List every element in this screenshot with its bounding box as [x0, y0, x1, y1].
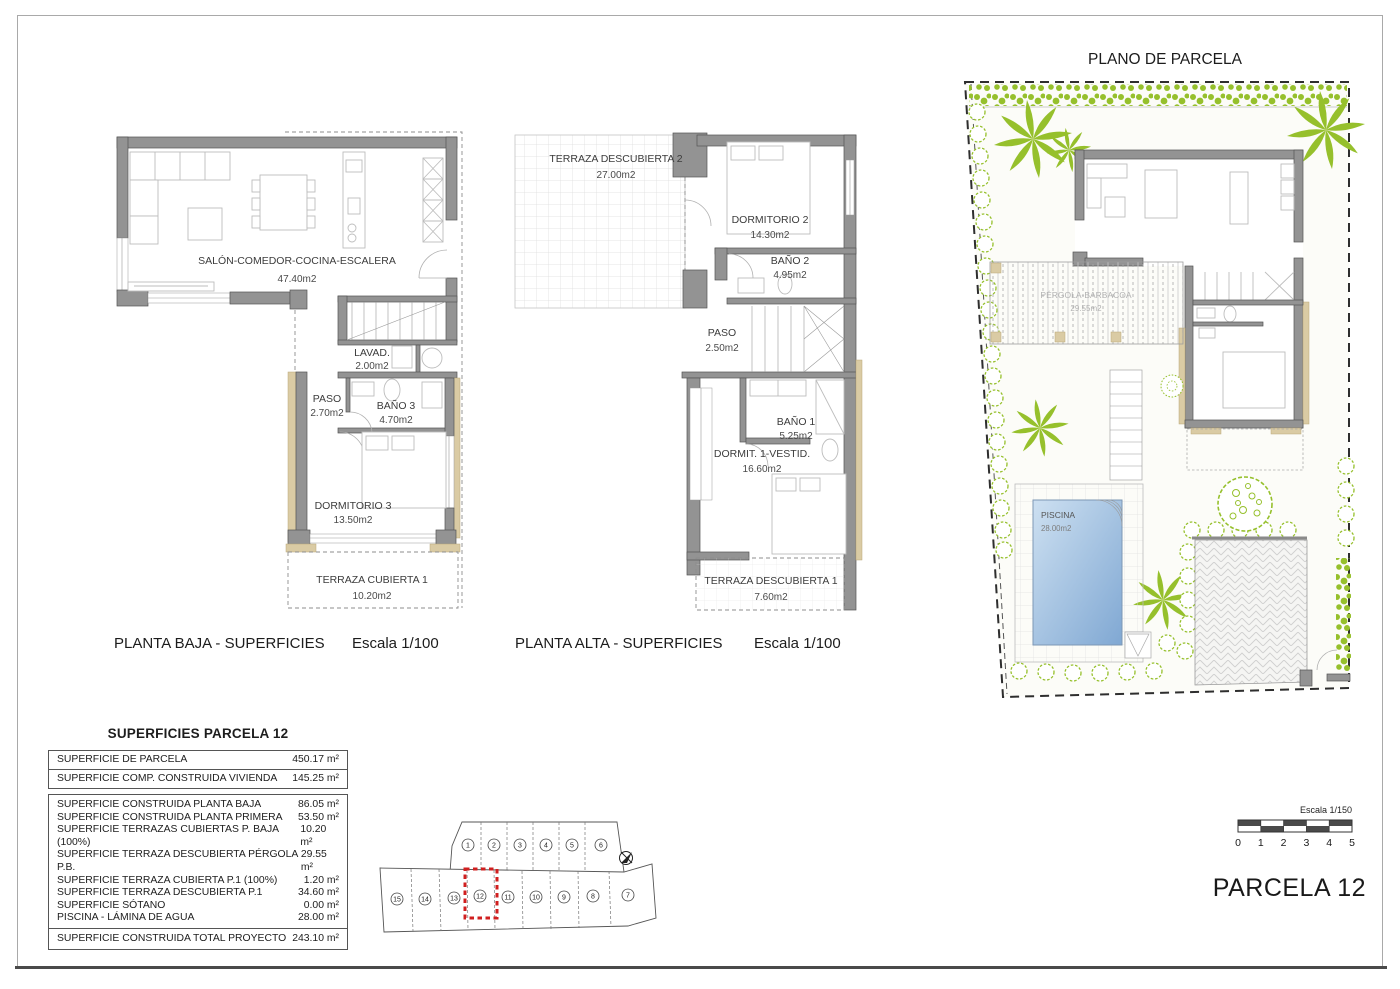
room-area-paso: 2.70m2	[310, 408, 344, 419]
pool-label: PISCINA	[1041, 510, 1076, 520]
row-value: 29.55 m²	[300, 849, 327, 873]
parcel-name-label: PARCELA 12	[1212, 874, 1366, 902]
sheet-bottom-rule	[15, 966, 1387, 969]
row-label: SUPERFICIE CONSTRUIDA TOTAL PROYECTO	[57, 932, 287, 944]
row-value: 53.50 m²	[297, 811, 339, 823]
room-area-dormitorio3: 13.50m2	[333, 515, 373, 526]
row-value: 28.00 m²	[297, 912, 339, 924]
svg-text:4: 4	[544, 842, 548, 850]
room-area-dormitorio2: 14.30m2	[750, 230, 790, 241]
pool	[1033, 500, 1122, 645]
svg-text:3: 3	[1303, 837, 1310, 849]
table-row	[49, 799, 347, 812]
site-plan-title: PLANO DE PARCELA	[1088, 51, 1242, 68]
row-label: SUPERFICIE TERRAZAS CUBIERTAS P. BAJA (100%)	[57, 824, 279, 848]
row-value: 86.05 m²	[297, 799, 339, 810]
room-label-terraza-descubierta2: TERRAZA DESCUBIERTA 2	[549, 153, 683, 165]
table-row	[49, 824, 347, 849]
site-plan	[955, 72, 1385, 722]
svg-text:1: 1	[1257, 837, 1264, 849]
garden-steps	[1110, 370, 1142, 480]
room-area-paso: 2.50m2	[705, 343, 739, 354]
row-label: SUPERFICIE COMP. CONSTRUIDA VIVIENDA	[57, 773, 278, 784]
gate-post	[1300, 670, 1312, 686]
floor-plan-planta-alta	[500, 120, 880, 620]
row-label: SUPERFICIE CONSTRUIDA PLANTA PRIMERA	[57, 811, 283, 823]
stairs	[347, 302, 445, 340]
svg-text:4: 4	[1326, 837, 1333, 849]
round-bush	[1218, 477, 1272, 531]
floor-plan-planta-baja	[100, 120, 480, 620]
room-area-terraza-descubierta2: 27.00m2	[596, 170, 636, 181]
row-label: SUPERFICIE TERRAZA DESCUBIERTA PÉRGOLA P.B.	[57, 849, 298, 873]
table-row	[49, 751, 347, 770]
svg-text:7: 7	[626, 892, 630, 900]
summary-detail-table	[48, 794, 348, 950]
table-row	[49, 912, 347, 925]
row-value: 243.10 m²	[292, 932, 339, 944]
pergola	[990, 262, 1183, 344]
row-value: 145.25 m²	[292, 773, 339, 784]
table-row	[49, 900, 347, 913]
parcel-locator-map	[378, 806, 668, 941]
svg-text:9: 9	[562, 894, 566, 902]
table-row	[49, 770, 347, 788]
room-label-dormitorio3: DORMITORIO 3	[314, 500, 392, 512]
hedge-right	[1336, 558, 1352, 672]
row-value: 10.20 m²	[300, 824, 327, 848]
svg-text:15: 15	[393, 896, 401, 904]
furniture	[128, 152, 447, 291]
entry-door-arc	[419, 250, 447, 278]
surface-summary-table	[48, 726, 348, 950]
room-label-terraza-descubierta1: TERRAZA DESCUBIERTA 1	[704, 575, 838, 587]
scale-bar-ticks	[1235, 837, 1355, 849]
room-label-bano3: BAÑO 3	[376, 400, 416, 412]
svg-text:5: 5	[570, 842, 574, 850]
svg-text:3: 3	[518, 842, 522, 850]
row-value: 1.20 m²	[303, 874, 339, 886]
baja-plan-title: PLANTA BAJA - SUPERFICIES	[114, 635, 325, 652]
scale-bar-label: Escala 1/150	[1299, 805, 1352, 815]
svg-text:14: 14	[421, 896, 429, 904]
room-label-paso: PASO	[312, 393, 342, 405]
room-label-bano2: BAÑO 2	[770, 255, 810, 267]
summary-title: SUPERFICIES PARCELA 12	[107, 726, 289, 741]
table-row	[49, 875, 347, 888]
room-area-bano1: 5.25m2	[779, 431, 813, 442]
row-label: PISCINA - LÁMINA DE AGUA	[57, 912, 195, 924]
room-area-salon: 47.40m2	[277, 274, 317, 285]
room-area-terraza-descubierta1: 7.60m2	[754, 592, 788, 603]
svg-text:0: 0	[1235, 837, 1241, 849]
svg-text:12: 12	[476, 893, 484, 901]
row-label: SUPERFICIE SÓTANO	[57, 899, 166, 911]
alta-plan-scale: Escala 1/100	[754, 635, 841, 652]
svg-text:13: 13	[450, 895, 458, 903]
svg-text:11: 11	[504, 894, 512, 902]
stairs	[752, 306, 844, 372]
pool-area-label: 28.00m2	[1041, 524, 1072, 533]
table-row	[49, 849, 347, 874]
svg-text:6: 6	[599, 842, 603, 850]
room-label-dormitorio1: DORMIT. 1-VESTID.	[713, 448, 811, 460]
north-arrow-icon	[620, 852, 633, 865]
scale-bar	[1230, 800, 1370, 860]
row-label: SUPERFICIE DE PARCELA	[57, 754, 188, 765]
summary-head-table	[48, 750, 348, 789]
room-area-lavadero: 2.00m2	[355, 361, 389, 372]
table-total-row	[49, 928, 347, 949]
room-label-salon: SALÓN-COMEDOR-COCINA-ESCALERA	[198, 255, 396, 267]
svg-text:2: 2	[1280, 837, 1287, 849]
room-area-bano3: 4.70m2	[379, 415, 413, 426]
room-label-lavadero: LAVAD.	[354, 347, 390, 359]
alta-plan-title: PLANTA ALTA - SUPERFICIES	[515, 635, 723, 652]
pergola-label: PÉRGOLA-BARBACOA	[1040, 290, 1132, 300]
svg-text:5: 5	[1349, 837, 1355, 849]
row-value: 450.17 m²	[292, 754, 339, 765]
room-area-terraza-cubierta1: 10.20m2	[352, 591, 392, 602]
hedge-top	[969, 84, 1347, 106]
svg-text:2: 2	[492, 842, 496, 850]
room-label-dormitorio2: DORMITORIO 2	[731, 214, 809, 226]
room-area-dormitorio1: 16.60m2	[742, 464, 782, 475]
table-row	[49, 812, 347, 825]
row-label: SUPERFICIE TERRAZA DESCUBIERTA P.1	[57, 887, 263, 899]
svg-text:10: 10	[532, 894, 540, 902]
room-label-paso: PASO	[707, 327, 737, 339]
gate-post	[1327, 674, 1350, 681]
pergola-area: 29.55m2	[1070, 304, 1102, 313]
row-label: SUPERFICIE CONSTRUIDA PLANTA BAJA	[57, 799, 262, 810]
row-value: 34.60 m²	[297, 887, 339, 899]
row-label: SUPERFICIE TERRAZA CUBIERTA P.1 (100%)	[57, 874, 278, 886]
room-area-bano2: 4.95m2	[773, 270, 807, 281]
row-value: 0.00 m²	[303, 899, 339, 911]
room-label-terraza-cubierta1: TERRAZA CUBIERTA 1	[316, 574, 428, 586]
pool-area	[1015, 484, 1151, 662]
room-label-bano1: BAÑO 1	[776, 416, 816, 428]
spiral-bush	[1161, 375, 1183, 397]
table-row	[49, 887, 347, 900]
svg-text:8: 8	[591, 893, 595, 901]
scale-bar-segments	[1238, 820, 1352, 832]
svg-text:1: 1	[466, 842, 470, 850]
baja-plan-scale: Escala 1/100	[352, 635, 439, 652]
